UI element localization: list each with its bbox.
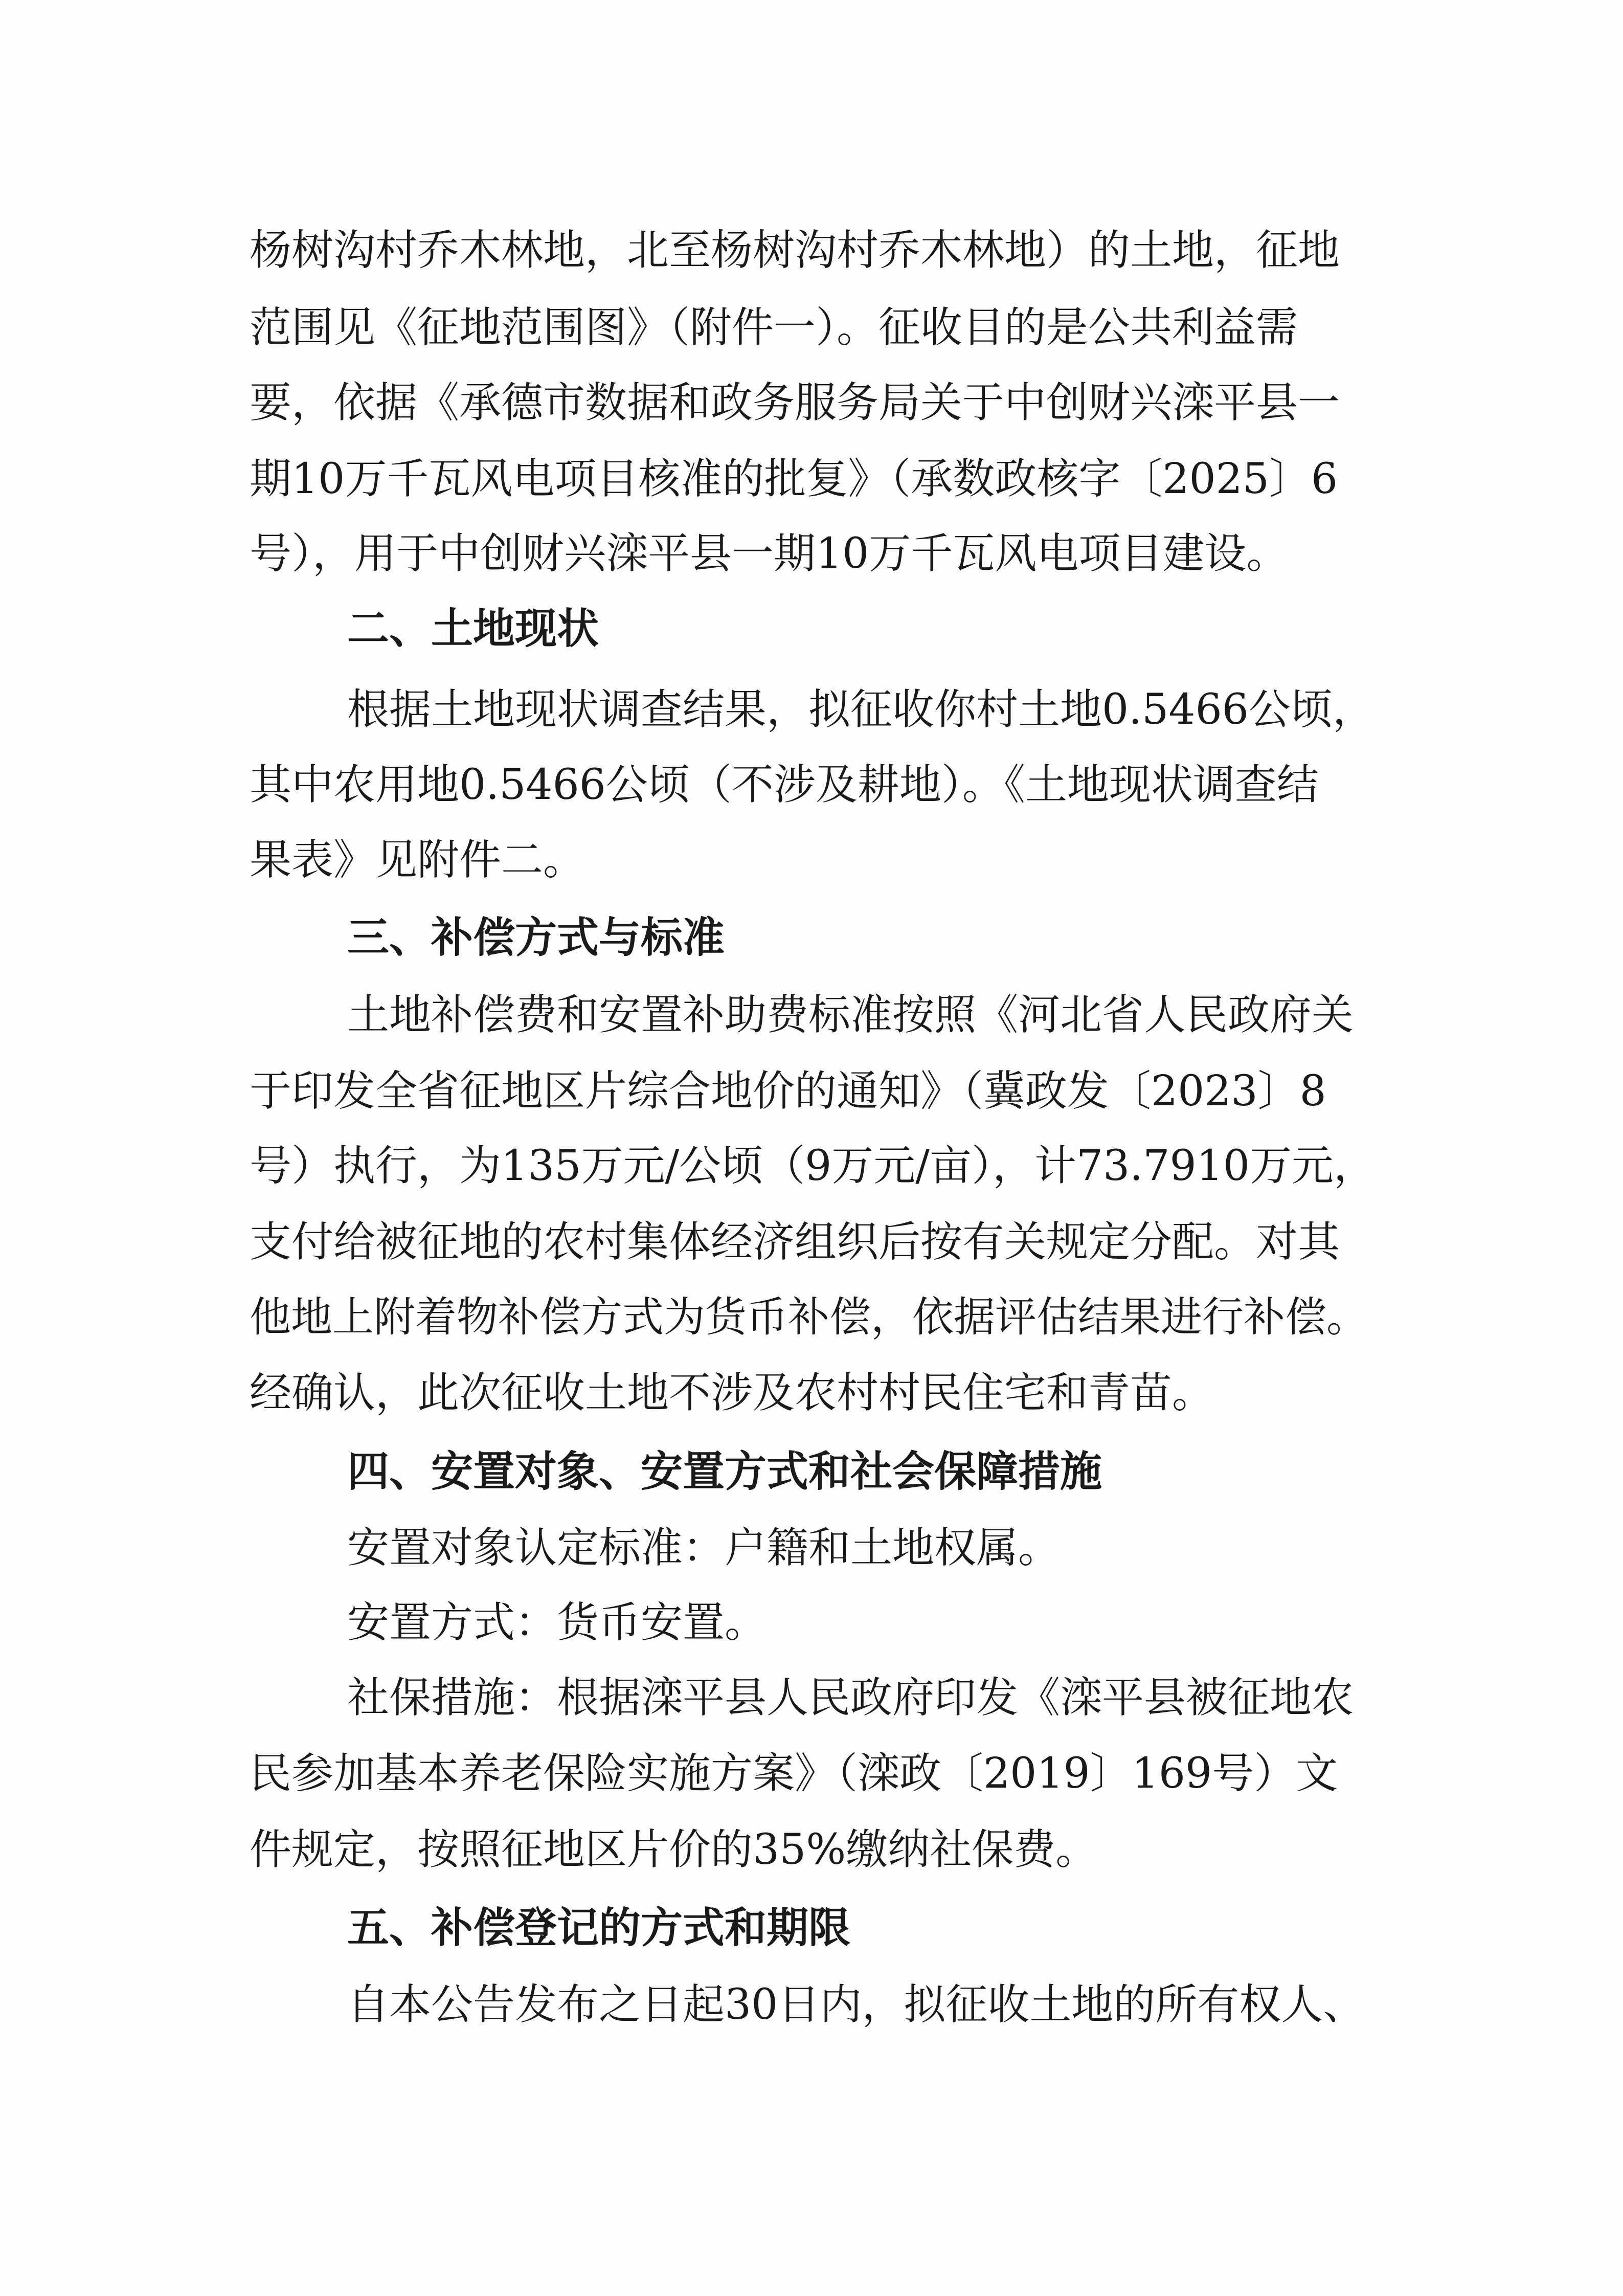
body-text-line: 支付给被征地的农村集体经济组织后按有关规定分配。对其 — [250, 1218, 1340, 1266]
body-text-line: 安置对象认定标准：户籍和土地权属。 — [347, 1524, 1061, 1572]
section-heading-registration: 五、补偿登记的方式和期限 — [347, 1904, 851, 1952]
body-text-line: 土地补偿费和安置补助费标准按照《河北省人民政府关 — [347, 991, 1354, 1039]
body-text-line: 要，依据《承德市数据和政务服务局关于中创财兴滦平县一 — [250, 378, 1340, 427]
section-heading-land-status: 二、土地现状 — [347, 605, 599, 653]
section-heading-compensation: 三、补偿方式与标准 — [347, 913, 725, 962]
body-text-line: 自本公告发布之日起30日内，拟征收土地的所有权人、 — [347, 1980, 1365, 2029]
body-text-line: 号），用于中创财兴滦平县一期10万千瓦风电项目建设。 — [250, 529, 1289, 578]
body-text-line: 其中农用地0.5466公顷（不涉及耕地）。《土地现状调查结 — [250, 761, 1319, 809]
body-text-line: 他地上附着物补偿方式为货币补偿，依据评估结果进行补偿。 — [250, 1294, 1368, 1342]
section-heading-resettlement: 四、安置对象、安置方式和社会保障措施 — [347, 1447, 1102, 1496]
body-text-line: 号）执行，为135万元/公顷（9万元/亩），计73.7910万元， — [250, 1142, 1376, 1190]
body-text-line: 果表》见附件二。 — [250, 836, 585, 884]
body-text-line: 民参加基本养老保险实施方案》（滦政〔2019〕169号）文 — [250, 1749, 1338, 1798]
body-text-line: 社保措施：根据滦平县人民政府印发《滦平县被征地农 — [347, 1674, 1354, 1722]
body-text-line: 根据土地现状调查结果，拟征收你村土地0.5466公顷， — [347, 685, 1374, 734]
body-text-line: 范围见《征地范围图》（附件一）。征收目的是公共利益需 — [250, 303, 1298, 352]
body-text-line: 经确认，此次征收土地不涉及农村村民住宅和青苗。 — [250, 1369, 1214, 1417]
body-text-line: 期10万千瓦风电项目核准的批复》（承数政核字〔2025〕6 — [250, 455, 1338, 503]
body-text-line: 杨树沟村乔木林地，北至杨树沟村乔木林地）的土地，征地 — [250, 226, 1340, 275]
body-text-line: 安置方式：货币安置。 — [347, 1598, 767, 1647]
body-text-line: 件规定，按照征地区片价的35%缴纳社保费。 — [250, 1825, 1098, 1874]
body-text-line: 于印发全省征地区片综合地价的通知》（冀政发〔2023〕8 — [250, 1067, 1326, 1116]
